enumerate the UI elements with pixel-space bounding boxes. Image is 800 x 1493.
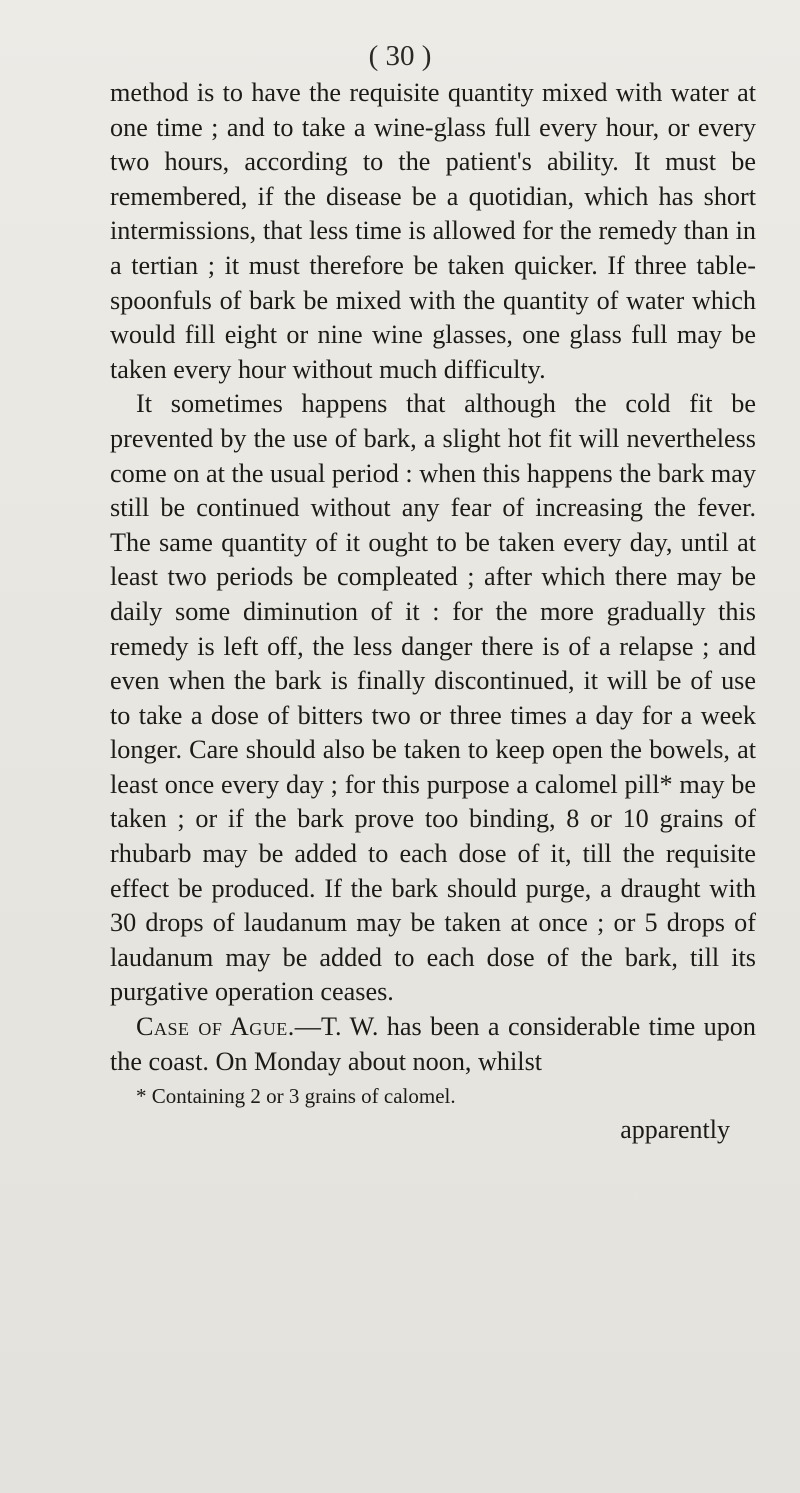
paragraph-case-of-ague [110, 1010, 756, 1079]
page-number: ( 30 ) [368, 40, 432, 72]
case-text: —T. W. has been a considerable time upon the coast. On Monday about noon, whilst [110, 1012, 756, 1076]
page-body [110, 76, 756, 1147]
paragraph-slight-hot-fit: It sometimes happens that although the cold fit be prevented by the use of bark, a slight hot fit will nevertheless come on at the usual period : when this happens the bark may still be continued without any fear of increasing the fever. The same quantity of it ought to be taken every day, until at least two periods be compleated ; after which there may be daily some diminution of it : for the more gradually this remedy is left off, the less danger there is of a relapse ; and even when the bark is finally discontinued, it will be of use to take a dose of bitters two or three times a day for a week longer. Care should also be taken to keep open the bowels, at least once every day ; for this purpose a calomel pill* may be taken ; or if the bark prove too binding, 8 or 10 grains of rhubarb may be added to each dose of it, till the requisite effect be produced. If the bark should purge, a draught with 30 drops of laudanum may be taken at once ; or 5 drops of laudanum may be added to each dose of the bark, till its purgative operation ceases. [110, 389, 756, 1007]
paragraph-method: method is to have the requisite quantity mixed with water at one time ; and to take a wine-glass full every hour, or every two hours, according to the patient's ability. It must be remembered, if the disease be a quotidian, which has short intermissions, that less time is allowed for the remedy than in a tertian ; it must therefore be taken quicker. If three table-spoonfuls of bark be mixed with the quantity of water which would fill eight or nine wine glasses, one glass full may be taken every hour without much difficulty. [110, 78, 756, 384]
footnote: * Containing 2 or 3 grains of calomel. [136, 1084, 456, 1109]
catchword: apparently [620, 1115, 730, 1145]
case-heading: Case of Ague. [136, 1012, 295, 1042]
